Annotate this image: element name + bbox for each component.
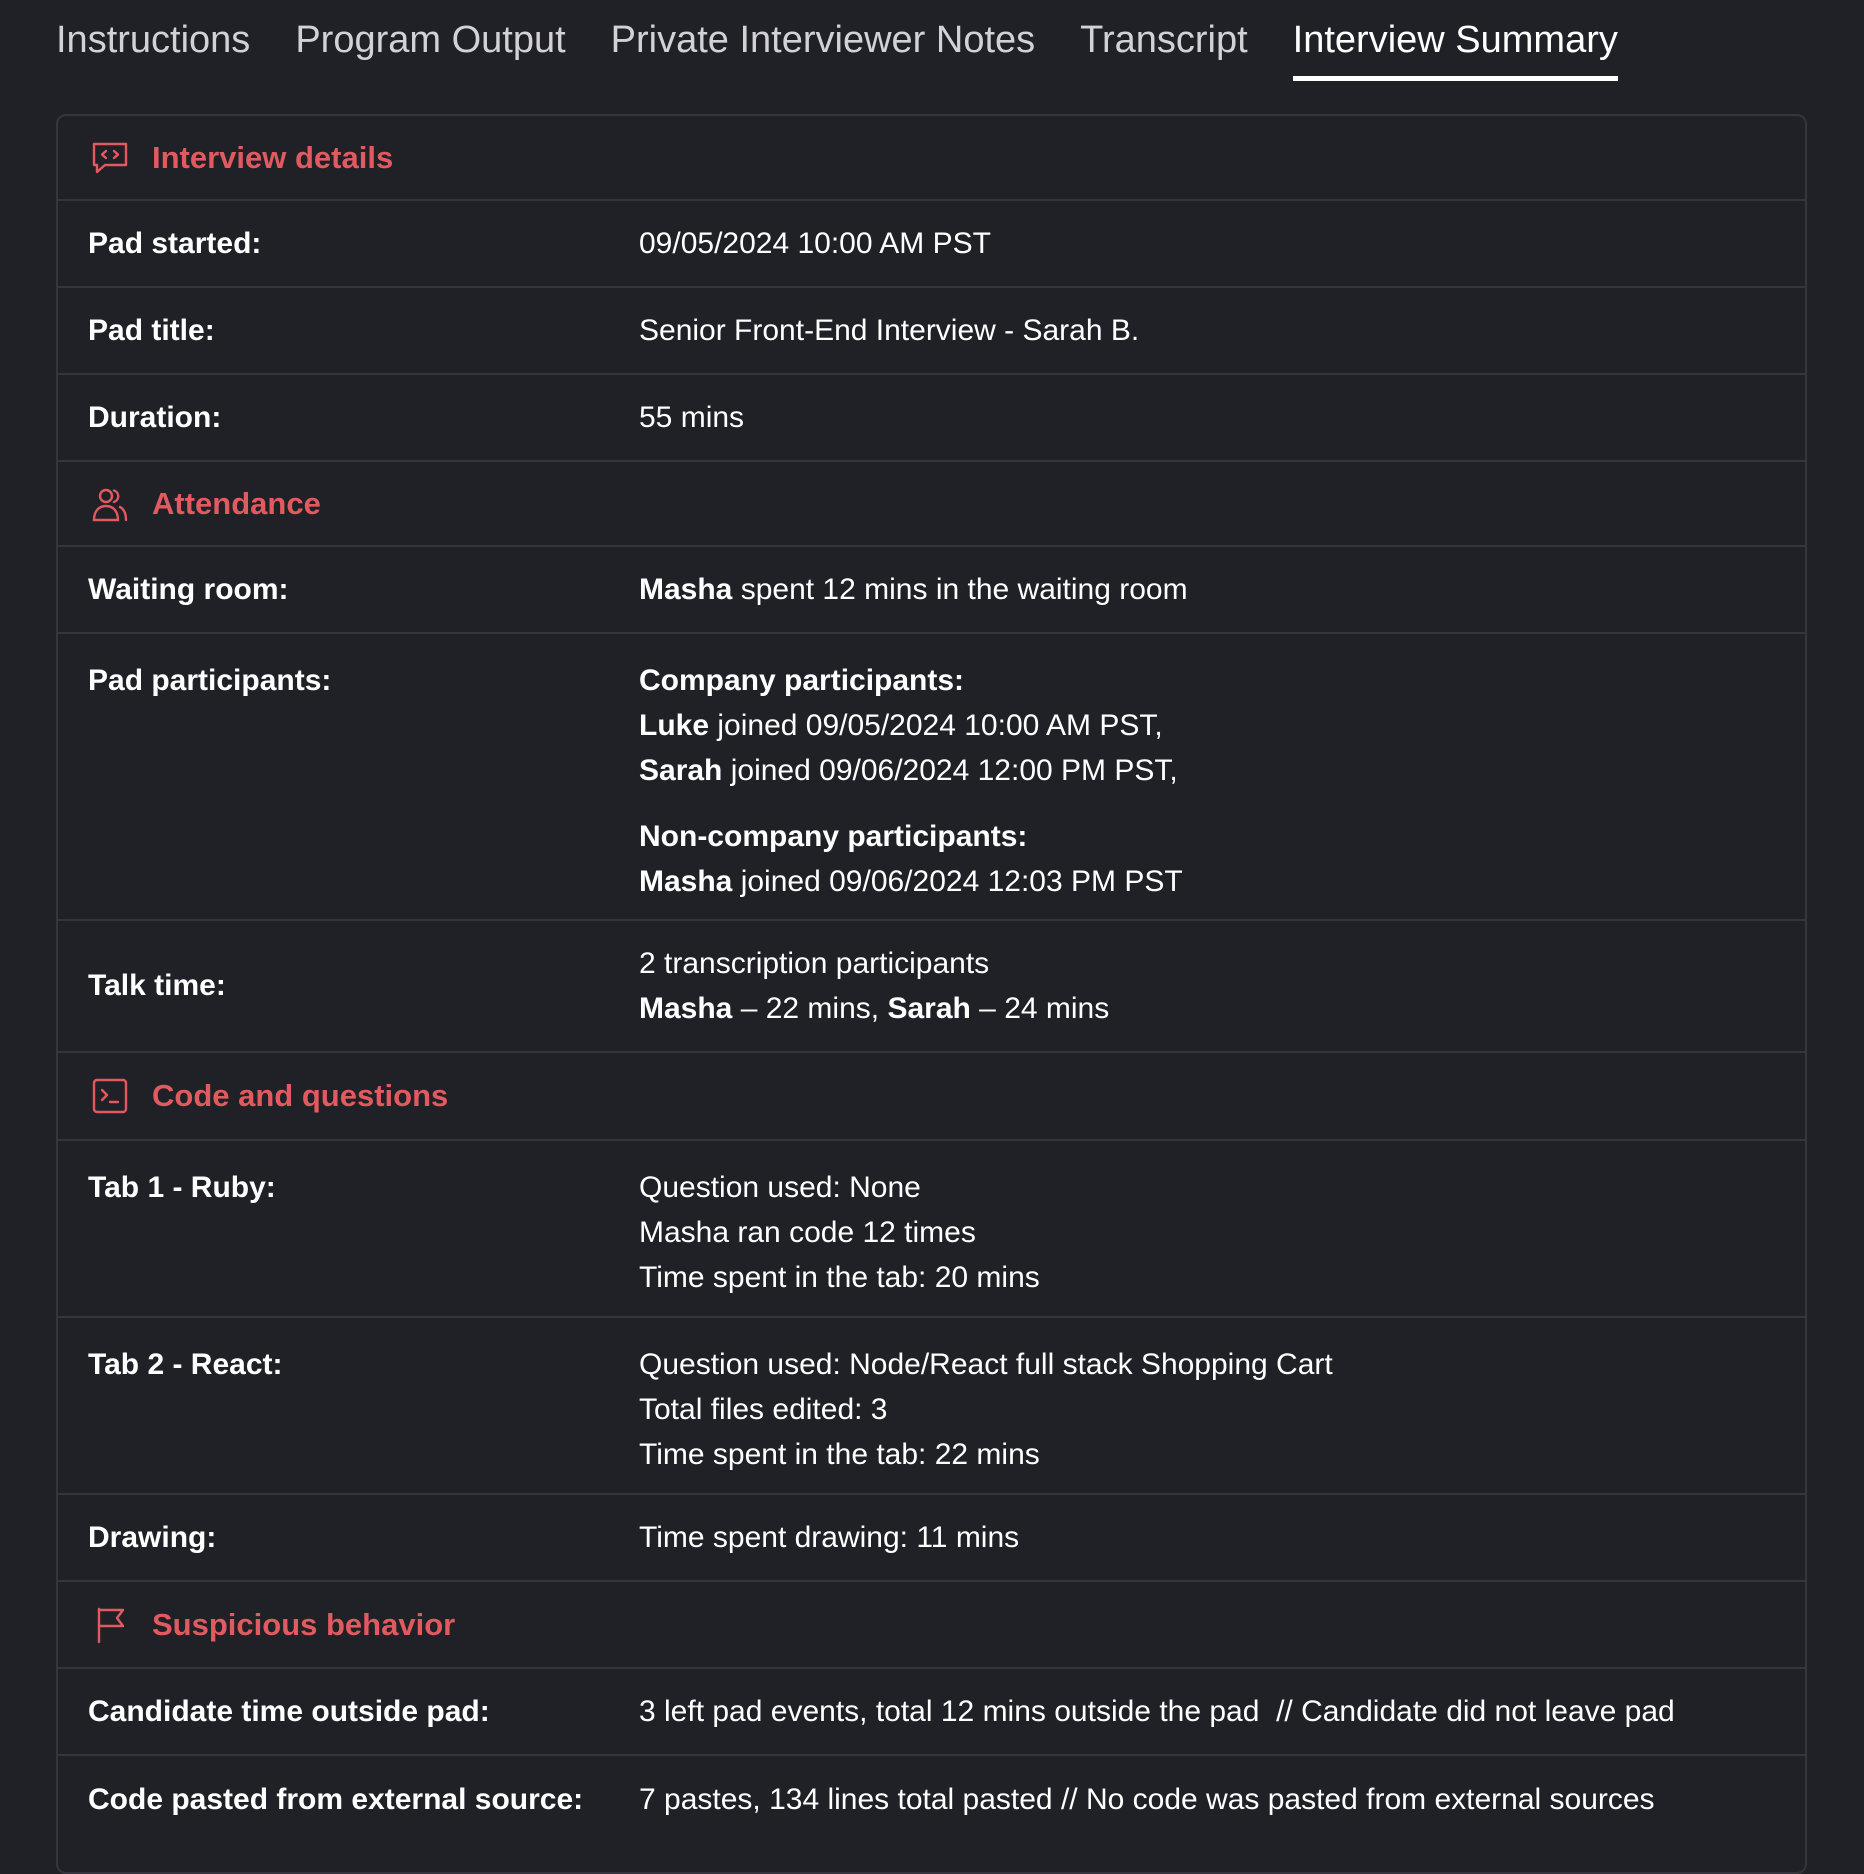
participant-name: Sarah	[887, 992, 971, 1025]
users-icon	[90, 484, 130, 524]
tab-instructions[interactable]: Instructions	[56, 19, 251, 61]
section-suspicious-behavior	[58, 1582, 1805, 1669]
row-value	[639, 567, 1805, 612]
row-label: Pad title:	[88, 313, 215, 347]
tab-bar	[56, 0, 1663, 80]
participant-name: Masha	[639, 573, 733, 606]
participant-name: Luke	[639, 709, 710, 742]
detail-line: Masha ran code 12 times	[639, 1216, 976, 1249]
row-label: Drawing:	[88, 1520, 217, 1554]
row-label: Tab 1 - Ruby:	[88, 1171, 276, 1204]
row-label: Pad participants:	[88, 664, 332, 697]
section-title: Attendance	[152, 485, 321, 521]
section-attendance	[58, 462, 1805, 547]
participant-name: Sarah	[639, 754, 723, 787]
row-pad-title	[58, 288, 1805, 375]
row-waiting-room	[58, 547, 1805, 634]
tab-program-output[interactable]: Program Output	[295, 19, 566, 61]
participant-entry	[639, 748, 1805, 793]
row-label: Candidate time outside pad:	[88, 1694, 490, 1728]
row-tab2-react	[58, 1318, 1805, 1495]
section-interview-details	[58, 116, 1805, 201]
row-candidate-time-outside-pad	[58, 1669, 1805, 1756]
waiting-room-text: spent 12 mins in the waiting room	[732, 573, 1188, 606]
row-value: 7 pastes, 134 lines total pasted // No code was pasted from external sources	[639, 1783, 1655, 1816]
row-pad-participants	[58, 634, 1805, 921]
tab-interview-summary[interactable]: Interview Summary	[1293, 0, 1618, 81]
row-drawing	[58, 1495, 1805, 1582]
row-label: Duration:	[88, 400, 222, 434]
tab-private-interviewer-notes[interactable]: Private Interviewer Notes	[610, 19, 1036, 61]
detail-line: Total files edited: 3	[639, 1393, 888, 1426]
row-tab1-ruby	[58, 1141, 1805, 1318]
detail-line: Time spent in the tab: 20 mins	[639, 1261, 1040, 1294]
participant-entry	[639, 703, 1805, 748]
participant-joined: joined 09/05/2024 10:00 AM PST,	[709, 709, 1163, 742]
non-company-participants-heading: Non-company participants:	[639, 820, 1028, 853]
detail-line: Question used: None	[639, 1171, 921, 1204]
section-title: Code and questions	[152, 1078, 449, 1113]
row-value: Senior Front-End Interview - Sarah B.	[639, 314, 1140, 347]
participant-name: Masha	[639, 865, 733, 898]
company-participants-heading: Company participants:	[639, 664, 965, 697]
row-value: 09/05/2024 10:00 AM PST	[639, 227, 991, 260]
row-value: 55 mins	[639, 401, 745, 434]
row-value: Time spent drawing: 11 mins	[639, 1521, 1020, 1554]
section-title: Interview details	[152, 139, 394, 175]
talk-time-breakdown	[639, 986, 1805, 1031]
terminal-icon	[90, 1076, 130, 1116]
row-label: Tab 2 - React:	[88, 1348, 283, 1381]
row-label: Waiting room:	[88, 572, 289, 606]
row-duration	[58, 375, 1805, 462]
row-value: 3 left pad events, total 12 mins outside the pad // Candidate did not leave pad	[639, 1695, 1675, 1728]
row-label: Talk time:	[88, 969, 226, 1002]
row-value	[639, 658, 1805, 898]
tab-transcript[interactable]: Transcript	[1080, 19, 1248, 61]
row-value	[639, 1342, 1805, 1469]
talk-time-text: – 24 mins	[970, 992, 1110, 1025]
row-label: Code pasted from external source:	[88, 1782, 584, 1816]
detail-line: Time spent in the tab: 22 mins	[639, 1438, 1040, 1471]
row-value	[639, 1165, 1805, 1292]
section-title: Suspicious behavior	[152, 1606, 456, 1642]
summary-panel	[56, 114, 1807, 1874]
participant-entry	[639, 859, 1805, 904]
row-pad-started	[58, 201, 1805, 288]
detail-line: Question used: Node/React full stack Shopping Cart	[639, 1348, 1333, 1381]
row-value	[639, 941, 1805, 1031]
participant-joined: joined 09/06/2024 12:03 PM PST	[732, 865, 1183, 898]
row-talk-time	[58, 921, 1805, 1053]
flag-icon	[90, 1605, 130, 1645]
talk-time-summary: 2 transcription participants	[639, 947, 990, 980]
talk-time-text: – 22 mins,	[732, 992, 888, 1025]
chat-code-icon	[90, 138, 130, 178]
section-code-and-questions	[58, 1053, 1805, 1141]
participant-joined: joined 09/06/2024 12:00 PM PST,	[722, 754, 1178, 787]
row-label: Pad started:	[88, 226, 262, 260]
participant-name: Masha	[639, 992, 733, 1025]
